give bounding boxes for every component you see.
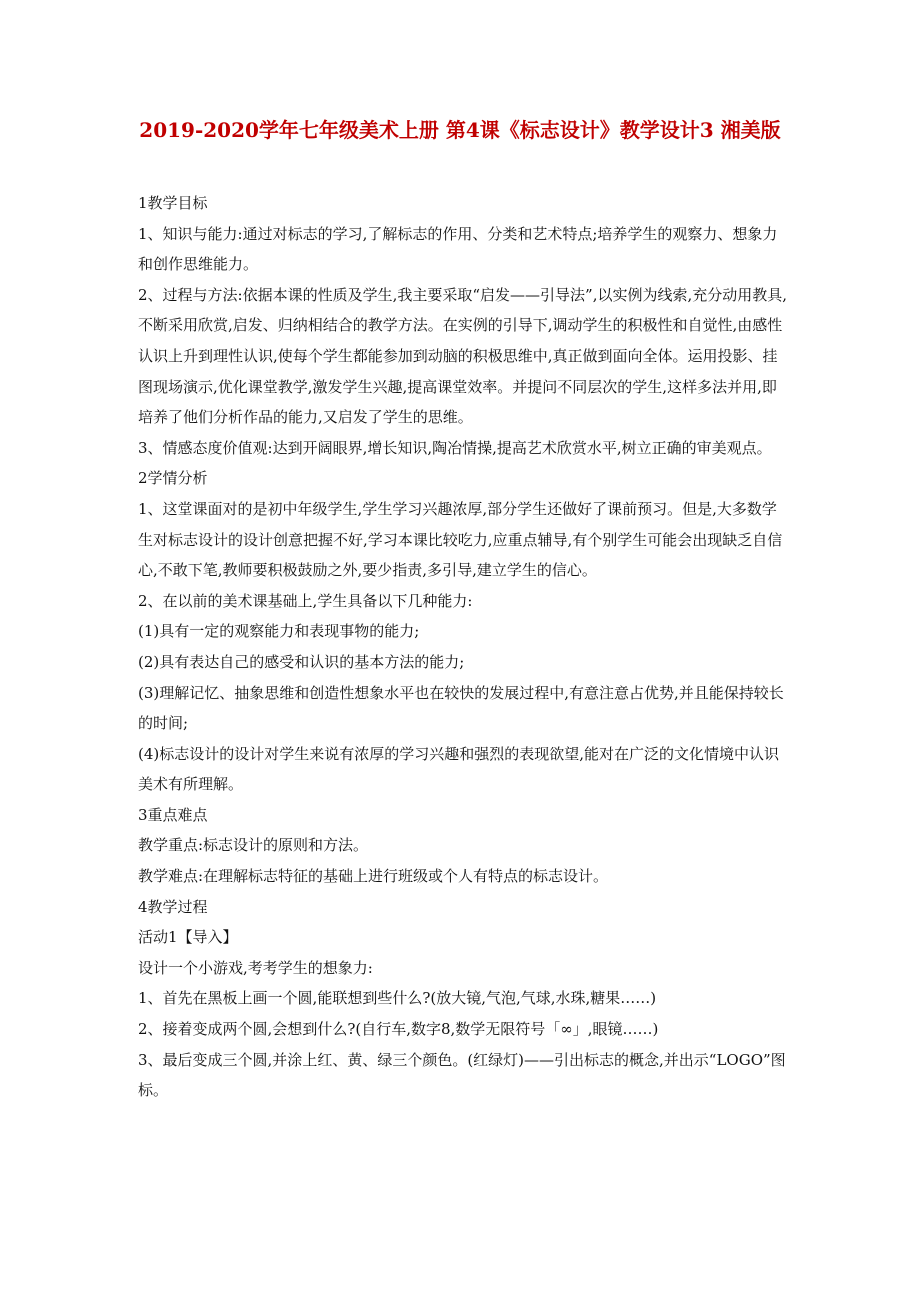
activity-heading: 活动1【导入】 (138, 928, 238, 947)
paragraph: 教学重点:标志设计的原则和方法。 (138, 836, 369, 855)
list-item: 2、接着变成两个圆,会想到什么?(自行车,数字8,数学无限符号「∞」,眼镜……) (138, 1020, 659, 1039)
list-item: (4)标志设计的设计对学生来说有浓厚的学习兴趣和强烈的表现欲望,能对在广泛的文化情境中认识美术有所理解。 (138, 744, 780, 794)
paragraph: 3、情感态度价值观:达到开阔眼界,增长知识,陶冶情操,提高艺术欣赏水平,树立正确的审美观点。 (138, 438, 772, 457)
paragraph: 2、过程与方法:依据本课的性质及学生,我主要采取“启发——引导法”,以实例为线索,充分动用教具,不断采用欣赏,启发、归纳相结合的教学方法。在实例的引导下,调动学生的积极性和自觉性,由感性认识上升到理性认识,使每个学生都能参加到动脑的积极思维中,真正做到面向全体。运用投影、挂图现场演示,优化课堂教学,激发学生兴趣,提高课堂效率。并提问不同层次的学生,这样多法并用,即培养了他们分析作品的能力,又启发了学生的思维。 (138, 285, 788, 427)
document-title: 2019-2020学年七年级美术上册 第4课《标志设计》教学设计3 湘美版 (139, 118, 781, 142)
list-item: 3、最后变成三个圆,并涂上红、黄、绿三个颜色。(红绿灯)——引出标志的概念,并出示“LOGO”图标。 (138, 1050, 786, 1100)
heading-student-analysis: 2学情分析 (138, 469, 208, 488)
paragraph: 1、知识与能力:通过对标志的学习,了解标志的作用、分类和艺术特点;培养学生的观察力、想象力和创作思维能力。 (138, 224, 778, 274)
document-body (138, 188, 788, 1106)
paragraph: 教学难点:在理解标志特征的基础上进行班级或个人有特点的标志设计。 (138, 867, 609, 886)
paragraph: 1、这堂课面对的是初中年级学生,学生学习兴趣浓厚,部分学生还做好了课前预习。但是,大多数学生对标志设计的设计创意把握不好,学习本课比较吃力,应重点辅导,有个别学生可能会出现缺乏自信心,不敢下笔,教师要积极鼓励之外,要少指责,多引导,建立学生的信心。 (138, 499, 783, 580)
list-item: (2)具有表达自己的感受和认识的基本方法的能力; (138, 652, 465, 671)
heading-teaching-process: 4教学过程 (138, 897, 208, 916)
heading-teaching-goals: 1教学目标 (138, 194, 208, 212)
paragraph: 设计一个小游戏,考考学生的想象力: (138, 958, 373, 977)
list-item: (1)具有一定的观察能力和表现事物的能力; (138, 622, 420, 641)
list-item: 1、首先在黑板上画一个圆,能联想到些什么?(放大镜,气泡,气球,水珠,糖果……) (138, 989, 657, 1008)
heading-key-points: 3重点难点 (138, 805, 208, 824)
paragraph: 2、在以前的美术课基础上,学生具备以下几种能力: (138, 591, 473, 610)
list-item: (3)理解记忆、抽象思维和创造性想象水平也在较快的发展过程中,有意注意占优势,并且能保持较长的时间; (138, 683, 784, 733)
